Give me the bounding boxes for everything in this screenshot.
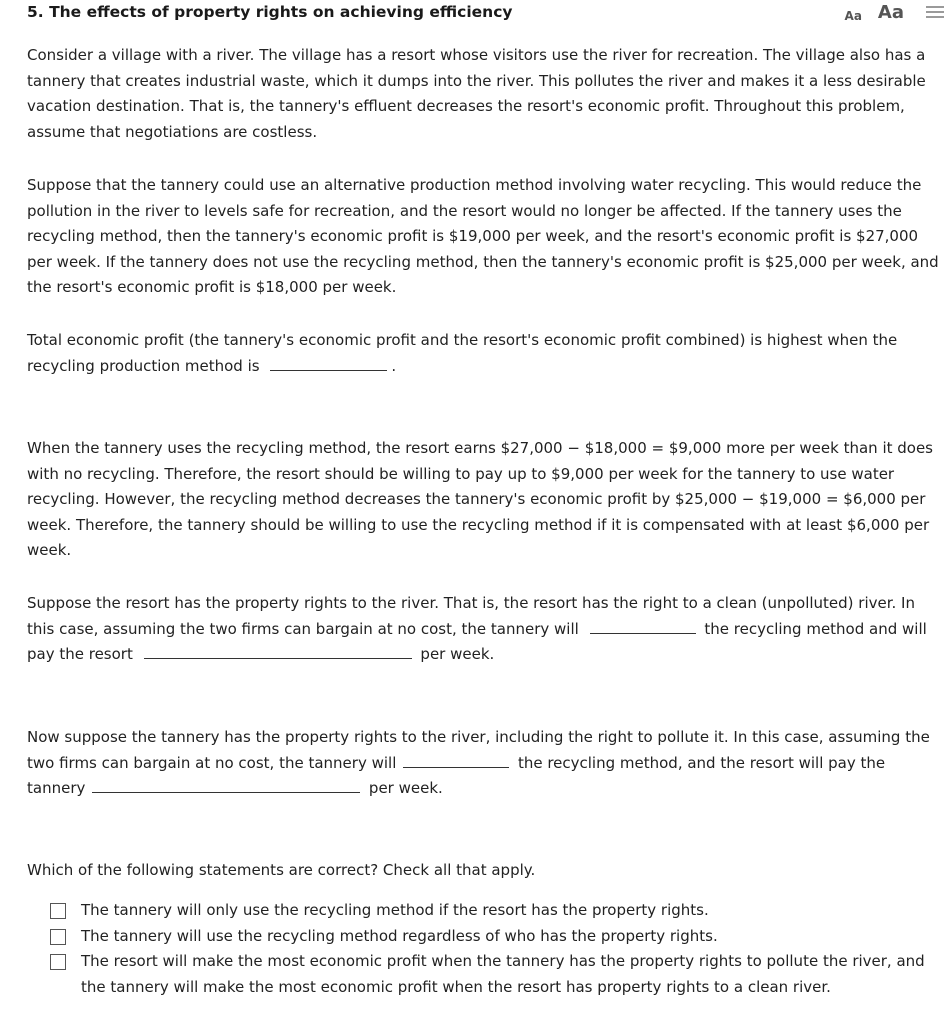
- question-1: [27, 328, 941, 379]
- statement-checkbox[interactable]: [50, 954, 66, 970]
- resort-rights-tannery-action-dropdown[interactable]: [590, 619, 696, 634]
- document-icon[interactable]: [922, 4, 944, 24]
- explanation-paragraph: When the tannery uses the recycling method, the resort earns $27,000 − $18,000 = $9,000 more per week than it does with no recycling. Therefore, the resort should be willing to pay up to $9,000 per week for the tannery to use water recycling. However, the recycling method decreases the tannery's economic profit by $25,000 − $19,000 = $6,000 per week. Therefore, the tannery should be willing to use the recycling method if it is compensated with at least $6,000 per week.: [27, 439, 933, 560]
- question-2: [27, 591, 941, 668]
- font-size-controls: [845, 2, 944, 24]
- question-3: [27, 725, 941, 802]
- recycling-preference-dropdown[interactable]: [270, 356, 387, 371]
- tannery-rights-payment-input[interactable]: [92, 778, 360, 793]
- statement-checkbox[interactable]: [50, 903, 66, 919]
- question-2-text-3: per week.: [420, 645, 495, 664]
- statement-option[interactable]: [50, 898, 930, 924]
- statement-checkbox[interactable]: [50, 929, 66, 945]
- statement-label: The resort will make the most economic profit when the tannery has the property rights to pollute the river, and the tannery will make the most economic profit when the resort has property rights to a clean river.: [81, 952, 925, 996]
- question-2-text-1: Suppose the resort has the property rights to the river. That is, the resort has the right to a clean (unpolluted) river. In this case, assuming the two firms can bargain at no cost, the tannery will: [27, 594, 915, 638]
- question-3-text-2: the recycling method, and the resort will pay the tannery: [27, 753, 886, 798]
- statement-label: The tannery will use the recycling method regardless of who has the property rights.: [81, 926, 718, 945]
- question-4-prompt: Which of the following statements are correct? Check all that apply.: [27, 861, 536, 879]
- question-2-text-2: the recycling method and will pay the resort: [27, 619, 927, 664]
- statement-option[interactable]: [50, 949, 930, 1000]
- question-1-text: Total economic profit (the tannery's economic profit and the resort's economic profit combined) is highest when the recycling production method is: [27, 331, 898, 375]
- question-1-end: .: [391, 356, 397, 375]
- intro-paragraph: Consider a village with a river. The village has a resort whose visitors use the river for recreation. The village also has a tannery that creates industrial waste, which it dumps into the river. This pollutes the river and makes it a less desirable vacation destination. That is, the tannery's effluent decreases the resort's economic profit. Throughout this problem, assume that negotiations are costless.: [27, 46, 926, 141]
- statement-label: The tannery will only use the recycling method if the resort has the property rights.: [81, 901, 709, 919]
- question-3-text-3: per week.: [368, 779, 443, 798]
- question-title: 5. The effects of property rights on achieving efficiency: [27, 3, 513, 21]
- increase-font-button[interactable]: Aa: [877, 2, 904, 23]
- statement-checklist: [50, 898, 930, 1000]
- tannery-rights-tannery-action-dropdown[interactable]: [403, 753, 509, 768]
- statement-option[interactable]: [50, 924, 930, 950]
- resort-rights-payment-input[interactable]: [144, 644, 412, 659]
- question-3-text-1: Now suppose the tannery has the property rights to the river, including the right to pollute it. In this case, assuming the two firms can bargain at no cost, the tannery will: [27, 728, 930, 772]
- scenario-paragraph: Suppose that the tannery could use an alternative production method involving water recycling. This would reduce the pollution in the river to levels safe for recreation, and the resort would no longer be affected. If the tannery uses the recycling method, then the tannery's economic profit is $19,000 per week, and the resort's economic profit is $27,000 per week. If the tannery does not use the recycling method, then the tannery's economic profit is $25,000 per week, and the resort's economic profit is $18,000 per week.: [27, 176, 939, 297]
- decrease-font-button[interactable]: Aa: [844, 9, 862, 23]
